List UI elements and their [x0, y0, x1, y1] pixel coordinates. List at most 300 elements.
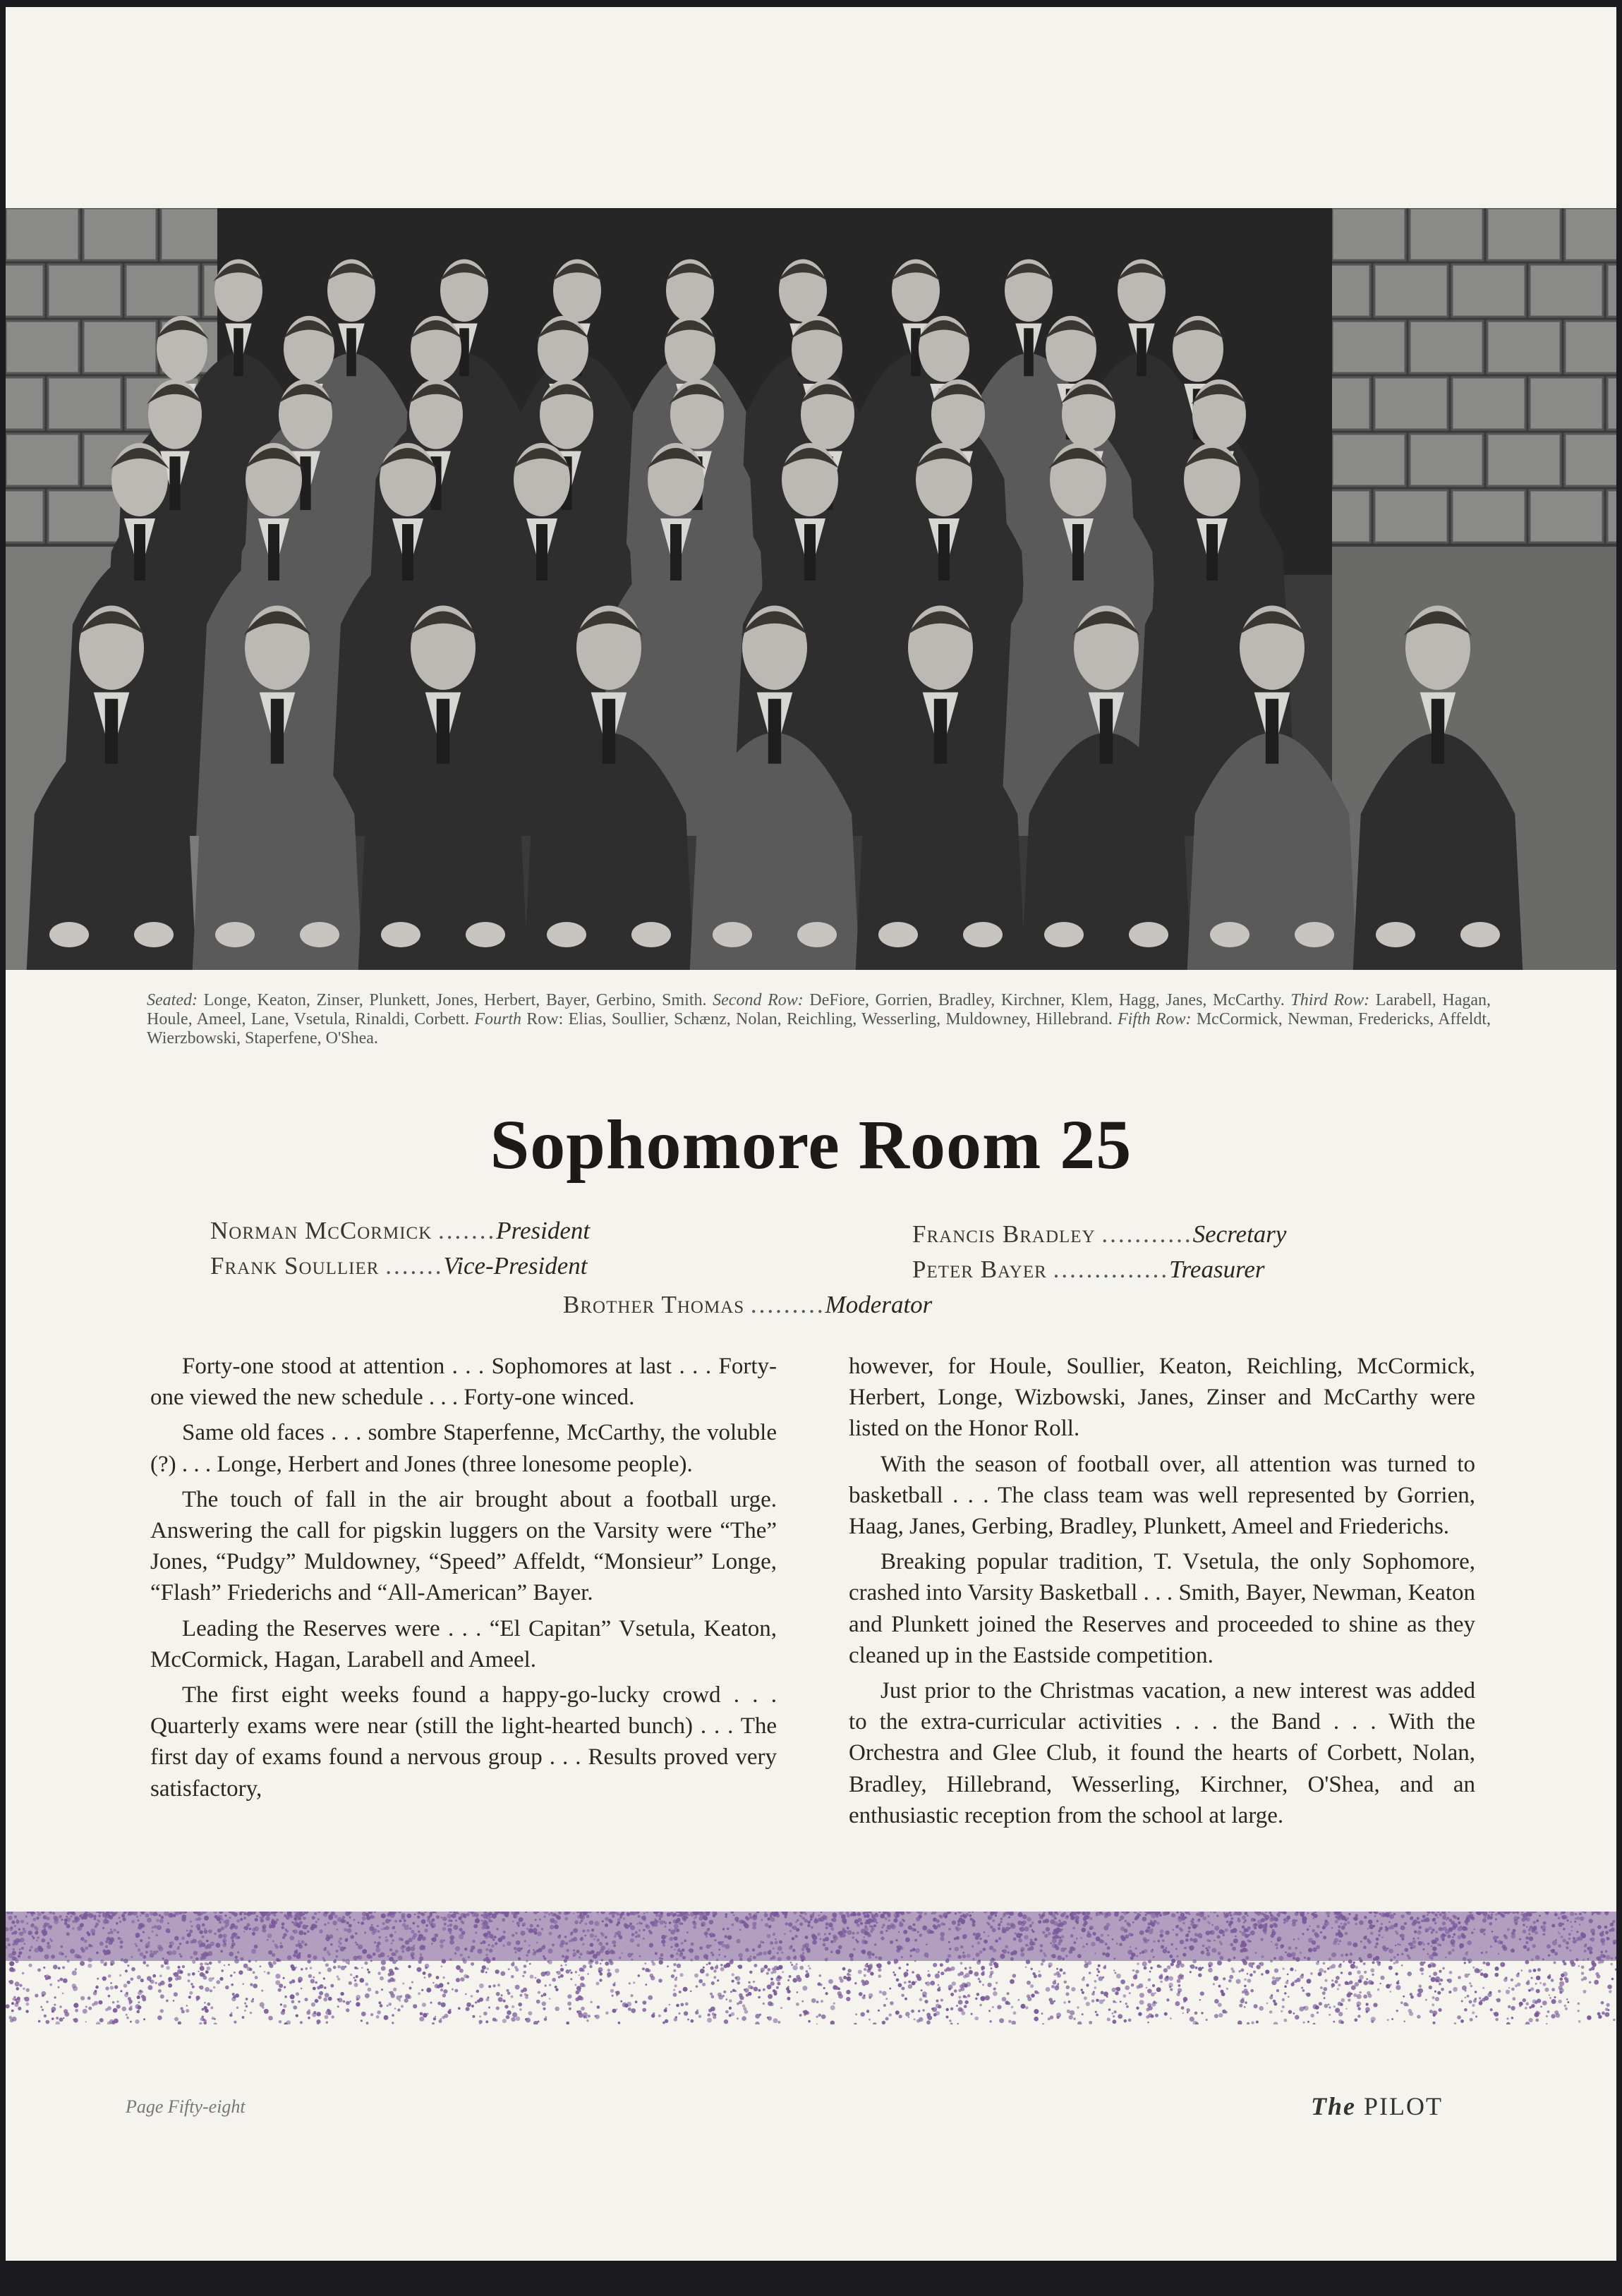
stipple-dot	[1358, 1979, 1362, 1984]
stipple-dot	[670, 1930, 675, 1935]
stipple-dot	[1462, 1986, 1467, 1991]
stipple-dot	[1338, 2012, 1343, 2016]
stipple-dot	[1069, 1950, 1073, 1954]
stipple-dot	[466, 2007, 470, 2011]
stipple-dot	[229, 2014, 232, 2017]
stipple-dot	[1495, 1967, 1499, 1971]
stipple-dot	[1539, 1982, 1542, 1984]
stipple-dot	[475, 1931, 477, 1933]
stipple-dot	[739, 1929, 742, 1931]
stipple-dot	[1400, 1935, 1402, 1937]
stipple-dot	[1284, 1986, 1287, 1988]
stipple-dot	[1528, 1969, 1532, 1973]
stipple-dot	[199, 1944, 202, 1948]
stipple-dot	[643, 2000, 647, 2005]
stipple-dot	[1171, 1959, 1175, 1963]
stipple-dot	[1113, 2015, 1115, 2017]
stipple-dot	[327, 1967, 332, 1972]
stipple-dot	[1579, 1912, 1582, 1915]
stipple-dot	[1582, 1933, 1585, 1936]
stipple-dot	[1511, 2006, 1515, 2010]
stipple-dot	[945, 1959, 950, 1963]
stipple-dot	[159, 1947, 164, 1952]
stipple-dot	[926, 2020, 931, 2024]
stipple-dot	[1333, 2021, 1336, 2023]
stipple-dot	[526, 1954, 528, 1957]
stipple-dot	[449, 1958, 452, 1960]
stipple-dot	[234, 1972, 236, 1974]
stipple-dot	[177, 1969, 182, 1974]
stipple-dot	[1379, 1927, 1383, 1931]
stipple-dot	[431, 1938, 433, 1940]
stipple-dot	[373, 1952, 376, 1956]
stipple-dot	[454, 1989, 458, 1993]
stipple-dot	[1132, 1969, 1134, 1972]
stipple-dot	[192, 1986, 195, 1988]
stipple-dot	[1113, 1969, 1115, 1971]
stipple-dot	[1182, 2012, 1184, 2014]
stipple-dot	[924, 2000, 928, 2003]
stipple-dot	[402, 1983, 404, 1985]
stipple-dot	[1136, 2007, 1139, 2010]
stipple-dot	[605, 1924, 608, 1927]
stipple-dot	[732, 1980, 734, 1983]
stipple-dot	[924, 1912, 927, 1915]
stipple-dot	[12, 1943, 15, 1945]
stipple-dot	[989, 1945, 993, 1950]
stipple-dot	[339, 1942, 342, 1945]
stipple-dot	[1535, 2019, 1539, 2022]
stipple-dot	[356, 1943, 358, 1945]
stipple-dot	[1082, 1978, 1085, 1981]
stipple-dot	[401, 1950, 404, 1953]
stipple-dot	[1269, 1912, 1272, 1914]
stipple-dot	[444, 2014, 448, 2018]
stipple-dot	[1216, 1914, 1218, 1917]
stipple-dot	[1094, 1952, 1096, 1955]
stipple-dot	[702, 1983, 706, 1986]
stipple-dot	[962, 1955, 967, 1959]
stipple-dot	[957, 1955, 961, 1959]
stipple-dot	[949, 1948, 951, 1950]
stipple-dot	[1185, 1934, 1189, 1938]
stipple-dot	[1528, 1933, 1530, 1935]
stipple-dot	[419, 2017, 424, 2022]
stipple-dot	[619, 1957, 622, 1960]
stipple-dot	[1042, 2023, 1044, 2024]
stipple-dot	[658, 2015, 661, 2017]
stipple-dot	[298, 2000, 300, 2003]
stipple-dot	[1487, 1917, 1490, 1920]
stipple-dot	[770, 1972, 773, 1974]
stipple-dot	[1513, 1929, 1516, 1933]
stipple-dot	[159, 1919, 164, 1923]
stipple-dot	[556, 1915, 559, 1919]
stipple-dot	[1026, 1960, 1030, 1964]
stipple-dot	[1386, 1928, 1388, 1930]
stipple-dot	[51, 1955, 55, 1959]
stipple-dot	[1251, 1918, 1254, 1921]
stipple-dot	[725, 1916, 727, 1918]
stipple-dot	[1371, 2020, 1374, 2023]
stipple-dot	[268, 2016, 273, 2021]
stipple-dot	[511, 1975, 514, 1979]
stipple-dot	[956, 2005, 958, 2007]
stipple-dot	[1190, 1971, 1192, 1973]
stipple-dot	[1083, 1924, 1087, 1927]
stipple-dot	[1170, 1988, 1173, 1991]
stipple-dot	[1396, 1960, 1399, 1964]
stipple-dot	[267, 1972, 270, 1974]
stipple-dot	[744, 1923, 748, 1927]
stipple-dot	[9, 1927, 13, 1931]
stipple-dot	[1441, 1933, 1445, 1937]
stipple-dot	[157, 2015, 162, 2020]
stipple-dot	[608, 1948, 610, 1950]
stipple-dot	[1247, 2022, 1249, 2024]
stipple-dot	[1559, 1986, 1563, 1990]
stipple-dot	[377, 1925, 379, 1927]
stipple-dot	[1046, 1987, 1051, 1992]
stipple-dot	[389, 1919, 391, 1921]
stipple-dot	[600, 1963, 602, 1965]
stipple-dot	[254, 1945, 258, 1949]
stipple-dot	[715, 1913, 717, 1915]
stipple-dot	[311, 2003, 315, 2007]
officer-dots: .........	[750, 1291, 825, 1318]
stipple-dot	[1277, 1939, 1280, 1942]
stipple-dot	[933, 1963, 937, 1967]
stipple-dot	[1610, 1963, 1613, 1966]
stipple-dot	[75, 1917, 80, 1921]
stipple-dot	[1249, 1940, 1252, 1943]
stipple-dot	[1230, 1943, 1233, 1947]
stipple-dot	[1124, 2019, 1127, 2023]
stipple-dot	[830, 2021, 835, 2025]
stipple-dot	[1196, 1924, 1199, 1927]
stipple-dot	[80, 1961, 85, 1966]
stipple-dot	[1442, 1915, 1446, 1919]
stipple-dot	[267, 1933, 272, 1938]
stipple-dot	[545, 1972, 547, 1974]
stipple-dot	[1592, 1914, 1594, 1916]
stipple-dot	[1376, 1943, 1379, 1945]
stipple-dot	[847, 1914, 850, 1918]
stipple-dot	[330, 1943, 333, 1946]
stipple-dot	[260, 1913, 263, 1916]
stipple-dot	[1350, 1964, 1355, 1969]
stipple-dot	[1105, 1964, 1107, 1967]
stipple-dot	[849, 1953, 854, 1958]
stipple-dot	[1146, 2008, 1149, 2011]
stipple-dot	[1281, 1944, 1285, 1948]
stipple-dot	[1495, 1913, 1498, 1916]
stipple-dot	[1128, 2019, 1132, 2022]
stipple-dot	[1417, 1931, 1421, 1935]
stipple-dot	[1083, 1976, 1085, 1979]
stipple-dot	[954, 1989, 957, 1993]
stipple-dot	[204, 1930, 208, 1934]
stipple-dot	[1082, 2013, 1084, 2015]
article-paragraph: Same old faces . . . sombre Staperfenne, McCarthy, the voluble (?) . . . Longe, Herbert and Jones (three lonesome people).	[150, 1420, 777, 1477]
stipple-dot	[789, 1975, 792, 1978]
stipple-dot	[574, 1920, 579, 1924]
stipple-dot	[231, 1945, 234, 1949]
stipple-dot	[1322, 1991, 1326, 1995]
stipple-dot	[260, 1965, 262, 1967]
stipple-dot	[324, 1924, 327, 1926]
stipple-dot	[1558, 2000, 1562, 2004]
stipple-dot	[994, 1959, 996, 1961]
stipple-dot	[1432, 1946, 1437, 1951]
stipple-dot	[56, 2017, 59, 2019]
stipple-dot	[1570, 1960, 1574, 1964]
stipple-dot	[488, 2006, 490, 2008]
stipple-dot	[1153, 1956, 1155, 1958]
stipple-dot	[738, 1953, 743, 1958]
stipple-dot	[497, 1984, 500, 1986]
stipple-dot	[37, 1936, 40, 1938]
stipple-dot	[679, 2012, 681, 2015]
stipple-dot	[1154, 1992, 1156, 1993]
stipple-dot	[1565, 1979, 1568, 1983]
stipple-dot	[1253, 1970, 1256, 1973]
stipple-dot	[617, 1921, 621, 1925]
stipple-dot	[1009, 1927, 1011, 1929]
stipple-dot	[493, 1984, 496, 1987]
stipple-dot	[361, 1967, 363, 1969]
stipple-dot	[131, 1967, 135, 1972]
stipple-dot	[556, 1972, 557, 1973]
stipple-dot	[1575, 1918, 1577, 1920]
stipple-dot	[167, 1922, 169, 1924]
stipple-dot	[579, 1974, 580, 1976]
stipple-dot	[1051, 1914, 1055, 1918]
stipple-dot	[1060, 1969, 1063, 1972]
stipple-dot	[1600, 1938, 1605, 1943]
brick	[1487, 434, 1561, 486]
stipple-dot	[1218, 1985, 1221, 1988]
stipple-dot	[1293, 2012, 1295, 2015]
stipple-dot	[616, 2008, 618, 2010]
stipple-dot	[1139, 1993, 1144, 1998]
stipple-dot	[462, 1957, 466, 1961]
stipple-dot	[1336, 1915, 1340, 1919]
stipple-dot	[243, 1931, 246, 1933]
stipple-dot	[395, 1950, 399, 1953]
stipple-dot	[694, 1955, 699, 1960]
stipple-dot	[1485, 1951, 1487, 1953]
stipple-dot	[295, 1920, 296, 1921]
caption-second: DeFiore, Gorrien, Bradley, Kirchner, Klem, Hagg, Janes, McCarthy.	[809, 991, 1285, 1009]
stipple-dot	[1175, 2001, 1180, 2006]
stipple-dot	[193, 1951, 198, 1955]
stipple-dot	[1570, 1921, 1572, 1923]
brick	[1487, 208, 1561, 260]
stipple-dot	[849, 1974, 852, 1976]
stipple-dot	[1471, 1931, 1474, 1934]
stipple-dot	[940, 1972, 944, 1975]
stipple-dot	[368, 1988, 372, 1992]
stipple-dot	[159, 1914, 161, 1917]
stipple-dot	[1054, 1944, 1058, 1948]
stipple-dot	[648, 1996, 653, 2000]
officer-role: Vice-President	[443, 1252, 588, 1280]
stipple-dot	[81, 1949, 85, 1953]
stipple-dot	[541, 1995, 543, 1997]
stipple-dot	[1283, 1968, 1285, 1970]
stipple-dot	[962, 1952, 964, 1954]
stipple-dot	[503, 2000, 506, 2003]
stipple-dot	[1542, 1925, 1547, 1930]
brick	[1487, 321, 1561, 373]
tie	[1137, 328, 1146, 376]
stipple-dot	[1112, 1938, 1114, 1940]
stipple-dot	[1516, 1974, 1520, 1977]
stipple-dot	[228, 1964, 230, 1966]
stipple-dot	[272, 1940, 274, 1942]
stipple-dot	[1489, 1922, 1493, 1926]
tie	[234, 328, 243, 376]
stipple-dot	[988, 1935, 990, 1937]
page-number: Page Fifty-eight	[126, 2096, 246, 2117]
stipple-dot	[1526, 1926, 1528, 1928]
stipple-dot	[825, 1958, 828, 1962]
stipple-dot	[222, 1943, 226, 1948]
stipple-dot	[387, 1955, 389, 1957]
stipple-dot	[110, 1963, 113, 1966]
stipple-dot	[471, 1962, 474, 1966]
stipple-dot	[54, 2004, 56, 2006]
stipple-dot	[881, 1926, 883, 1928]
stipple-dot	[523, 1971, 526, 1974]
stipple-dot	[221, 1926, 224, 1930]
stipple-dot	[264, 1971, 265, 1972]
stipple-dot	[643, 1929, 645, 1931]
stipple-dot	[175, 1977, 178, 1981]
stipple-dot	[1432, 2003, 1434, 2006]
stipple-dot	[1089, 2021, 1092, 2024]
stipple-dot	[1507, 1928, 1510, 1931]
stipple-dot	[580, 1997, 584, 2001]
stipple-dot	[659, 1918, 661, 1920]
stipple-dot	[1526, 1981, 1530, 1986]
stipple-dot	[130, 2021, 132, 2023]
stipple-dot	[1500, 1962, 1505, 1967]
stipple-dot	[763, 1988, 765, 1991]
stipple-dot	[1030, 1984, 1034, 1988]
stipple-dot	[1558, 1944, 1561, 1948]
stipple-dot	[491, 1945, 495, 1948]
hand	[381, 922, 420, 947]
stipple-dot	[713, 2015, 716, 2019]
stipple-dot	[605, 1917, 609, 1921]
stipple-dot	[222, 1933, 226, 1938]
stipple-dot	[186, 1930, 188, 1932]
stipple-dot	[649, 1943, 654, 1948]
stipple-dot	[1264, 1917, 1269, 1921]
stipple-dot	[609, 1913, 611, 1915]
stipple-dot	[1566, 1919, 1568, 1921]
stipple-dot	[230, 1974, 232, 1976]
stipple-dot	[512, 1921, 514, 1923]
stipple-dot	[1320, 1986, 1323, 1989]
stipple-dot	[830, 1951, 833, 1953]
stipple-dot	[1156, 1987, 1161, 1992]
stipple-dot	[440, 1939, 444, 1943]
stipple-dot	[408, 1938, 413, 1942]
stipple-dot	[1587, 1947, 1590, 1950]
stipple-dot	[1283, 1921, 1285, 1924]
stipple-dot	[910, 1950, 912, 1952]
stipple-dot	[662, 1944, 665, 1947]
brick	[1565, 434, 1616, 486]
stipple-dot	[1309, 1926, 1310, 1927]
stipple-dot	[1528, 1989, 1531, 1992]
stipple-dot	[1018, 1912, 1023, 1917]
stipple-dot	[296, 1922, 300, 1926]
stipple-dot	[1373, 2003, 1377, 2007]
stipple-dot	[1180, 1928, 1183, 1932]
stipple-dot	[421, 1989, 423, 1991]
stipple-dot	[1071, 1987, 1075, 1991]
stipple-dot	[364, 1931, 366, 1933]
stipple-dot	[271, 1920, 276, 1925]
stipple-dot	[1460, 2019, 1464, 2023]
stipple-dot	[1073, 2017, 1076, 2020]
stipple-dot	[1139, 1931, 1144, 1936]
stipple-dot	[1193, 1938, 1198, 1943]
stipple-dot	[770, 1941, 773, 1945]
article-paragraph: Leading the Reserves were . . . “El Capitan” Vsetula, Keaton, McCormick, Hagan, Larabell and Ameel.	[150, 1615, 777, 1672]
stipple-dot	[1396, 1981, 1400, 1985]
stipple-dot	[937, 1924, 940, 1928]
stipple-dot	[567, 1994, 571, 1998]
stipple-dot	[1464, 1920, 1468, 1924]
stipple-dot	[465, 1993, 467, 1996]
stipple-dot	[777, 1982, 780, 1986]
stipple-dot	[361, 2019, 363, 2022]
stipple-dot	[713, 1976, 716, 1979]
stipple-dot	[1611, 1978, 1614, 1981]
officer-dots: .......	[385, 1252, 444, 1280]
stipple-dot	[150, 1953, 155, 1958]
stipple-dot	[1187, 2008, 1190, 2012]
stipple-dot	[754, 1913, 758, 1917]
stipple-dot	[1477, 1969, 1481, 1974]
stipple-dot	[805, 1936, 809, 1939]
stipple-dot	[682, 1956, 686, 1960]
hand	[878, 922, 918, 947]
stipple-dot	[304, 1943, 307, 1946]
stipple-dot	[254, 1912, 255, 1914]
stipple-dot	[1422, 1948, 1424, 1950]
stipple-dot	[1180, 1940, 1185, 1945]
stipple-dot	[1275, 1943, 1278, 1946]
stipple-dot	[387, 2005, 389, 2007]
stipple-dot	[964, 2005, 967, 2008]
stipple-dot	[432, 2022, 435, 2024]
stipple-dot	[1188, 1931, 1191, 1933]
stipple-dot	[595, 1936, 597, 1938]
stipple-dot	[140, 1914, 142, 1917]
stipple-dot	[801, 1959, 804, 1962]
stipple-dot	[1498, 1953, 1500, 1955]
stipple-dot	[811, 1933, 816, 1938]
stipple-dot	[1425, 1928, 1429, 1932]
stipple-dot	[683, 1987, 688, 1992]
stipple-dot	[1570, 1912, 1574, 1916]
